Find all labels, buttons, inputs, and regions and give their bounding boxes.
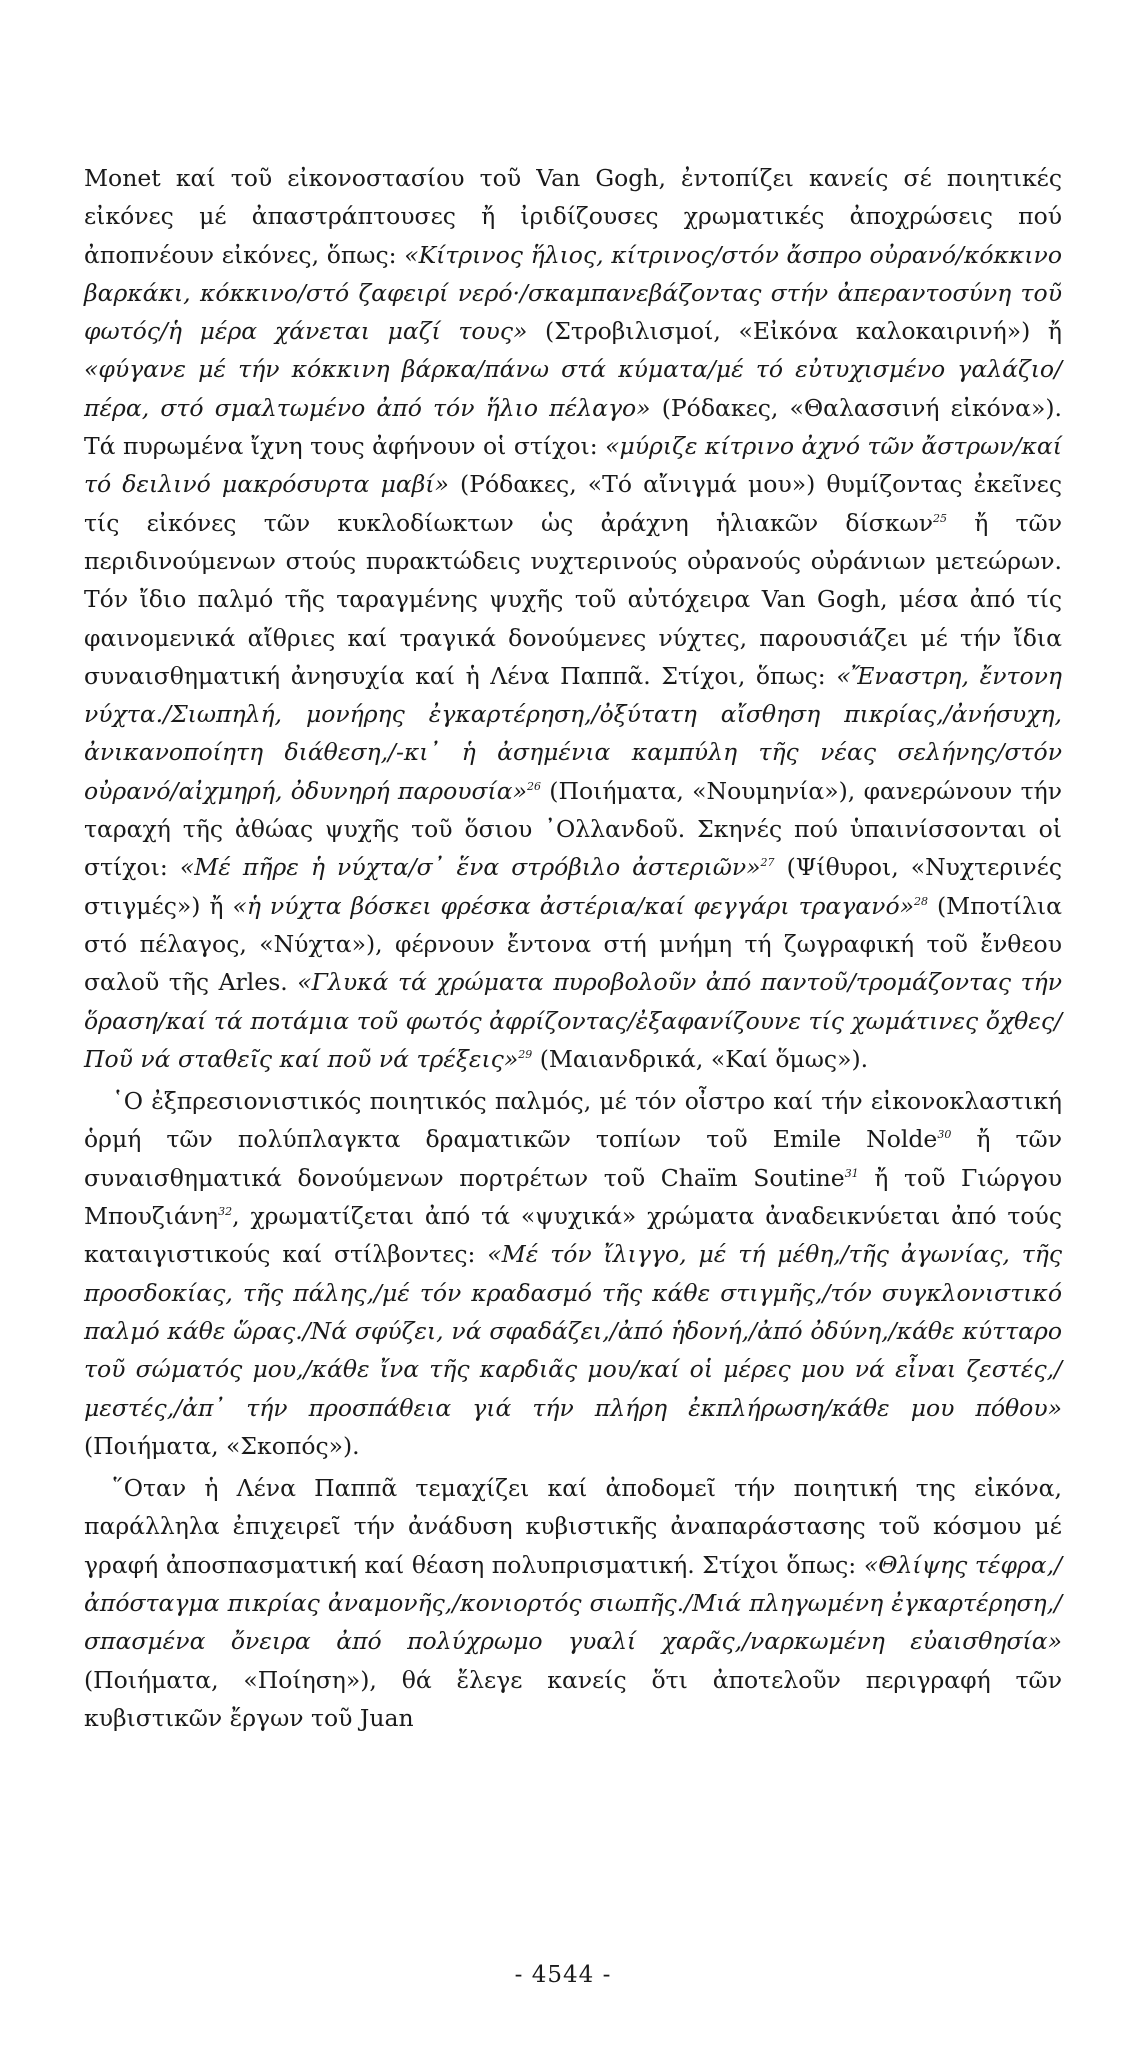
poem-quote: «Γλυκά τά χρώματα πυροβολοῦν ἀπό παντοῦ/τρομάζοντας τήν ὅραση/καί τά ποτάμια τοῦ φωτός ἀφρίζοντας/ἐξαφανίζουνε τίς χωμάτινες ὄχθες/Ποῦ νά σταθεῖς καί ποῦ νά τρέξεις» (84, 968, 1062, 1073)
poem-quote: «Ἔναστρη, ἔντονη νύχτα./Σιωπηλή, μονήρης ἐγκαρτέρηση,/ὀξύτατη αἴσθηση πικρίας,/ἀνήσυχη, ἀνικανοποίητη διάθεση,/-κι᾿ ἡ ἀσημένια καμπύλη τῆς νέας σελήνης/στόν οὐρανό/αἰχμηρή, ὀδυνηρή παρουσία» (84, 661, 1062, 805)
footnote-ref: 26 (527, 779, 541, 793)
poem-quote: «μύριζε κίτρινο ἀχνό τῶν ἄστρων/καί τό δειλινό μακρόσυρτα μαβί» (84, 432, 1062, 499)
text-run: ῾Ο ἐξπρεσιονιστικός ποιητικός παλμός, μέ τόν οἶστρο καί τήν εἰκονοκλαστική ὁρμή τῶν πολύπλαγκτα δραματικῶν τοπίων τοῦ Emile Nolde (84, 1087, 1062, 1154)
text-run: ἤ τοῦ Γιώργου Μπουζιάνη (84, 1163, 1062, 1231)
text-run: (Ποιήματα, «Ποίηση»), θά ἔλεγε κανείς ὅτι ἀποτελοῦν περιγραφή τῶν κυβιστικῶν ἔργων τοῦ Juan (84, 1665, 1062, 1732)
text-run: (Στροβιλισμοί, «Εἰκόνα καλοκαιρινή») ἤ (527, 317, 1062, 346)
text-run: (Ποιήματα, «Σκοπός»). (84, 1431, 360, 1460)
footnote-ref: 30 (937, 1128, 952, 1142)
body-text (84, 159, 1062, 1737)
text-run: Monet καί τοῦ εἰκονοστασίου τοῦ Van Gogh, ἐντοπίζει κανείς σέ ποιητικές εἰκόνες μέ ἀπαστράπτουσες ἤ ἰριδίζουσες χρωματικές ἀποχρώσεις πού ἀποπνέουν εἰκόνες, ὅπως: (84, 164, 1062, 269)
paragraph (84, 159, 1062, 1078)
text-run: (Ψίθυροι, «Νυχτερινές στιγμές») ἤ (84, 853, 1062, 920)
page-number: - 4544 - (514, 1962, 612, 1988)
footnote-ref: 29 (518, 1047, 533, 1061)
poem-quote: «ἡ νύχτα βόσκει φρέσκα ἀστέρια/καί φεγγάρι τραγανό» (232, 891, 914, 920)
text-run: (Μαιανδρικά, «Καί ὅμως»). (532, 1044, 869, 1073)
poem-quote: «Θλίψης τέφρα,/ἀπόσταγμα πικρίας ἀναμονῆς,/κονιορτός σιωπῆς./Μιά πληγωμένη ἐγκαρτέρηση,/σπασμένα ὄνειρα ἀπό πολύχρωμο γυαλί χαρᾶς,/ναρκωμένη εὐαισθησία» (84, 1550, 1062, 1656)
poem-quote: «Κίτρινος ἥλιος, κίτρινος/στόν ἄσπρο οὐρανό/κόκκινο βαρκάκι, κόκκινο/στό ζαφειρί νερό·/σκαμπανεβάζοντας στήν ἀπεραντοσύνη τοῦ φωτός/ἡ μέρα χάνεται μαζί τους» (84, 240, 1062, 346)
paragraph (84, 1082, 1062, 1465)
paragraph (84, 1469, 1062, 1737)
footnote-ref: 32 (218, 1205, 233, 1219)
footnote-ref: 25 (932, 511, 947, 525)
text-run: (Μποτίλια στό πέλαγος, «Νύχτα»), φέρνουν ἔντονα στή μνήμη τή ζωγραφική τοῦ ἔνθεου σαλοῦ τῆς Arles. (84, 891, 1062, 997)
text-run: ῞Οταν ἡ Λένα Παππᾶ τεμαχίζει καί ἀποδομεῖ τήν ποιητική της εἰκόνα, παράλληλα ἐπιχειρεῖ τήν ἀνάδυση κυβιστικῆς ἀναπαράστασης τοῦ κόσμου μέ γραφή ἀποσπασματική καί θέαση πολυπρισματική. Στίχοι ὅπως: (84, 1474, 1062, 1579)
text-run: ἤ τῶν περιδινούμενων στούς πυρακτώδεις νυχτερινούς οὐρανούς οὐράνιων μετεώρων. Τόν ἴδιο παλμό τῆς ταραγμένης ψυχῆς τοῦ αὐτόχειρα Van Gogh, μέσα ἀπό τίς φαινομενικά αἴθριες καί τραγικά δονούμενες νύχτες, παρουσιάζει μέ τήν ἴδια συναισθηματική ἀνησυχία καί ἡ Λένα Παππᾶ. Στίχοι, ὅπως: (84, 508, 1063, 690)
text-run: ἤ τῶν συναισθηματικά δονούμενων πορτρέτων τοῦ Chaïm Soutine (84, 1125, 1062, 1192)
footnote-ref: 31 (844, 1166, 859, 1180)
poem-quote: «φύγανε μέ τήν κόκκινη βάρκα/πάνω στά κύματα/μέ τό εὐτυχισμένο γαλάζιο/πέρα, στό σμαλτωμένο ἀπό τόν ἥλιο πέλαγο» (84, 355, 1062, 422)
footnote-ref: 27 (760, 856, 775, 870)
text-run: (Ρόδακες, «Τό αἴνιγμά μου») θυμίζοντας ἐκεῖνες τίς εἰκόνες τῶν κυκλοδίωκτων ὡς ἀράχνη ἡλιακῶν δίσκων (84, 470, 1062, 537)
text-run: , χρωματίζεται ἀπό τά «ψυχικά» χρώματα ἀναδεικνύεται ἀπό τούς καταιγιστικούς καί στίλβοντες: (84, 1202, 1062, 1269)
text-run: (Ρόδακες, «Θαλασσινή εἰκόνα»). Τά πυρωμένα ἴχνη τους ἀφήνουν οἱ στίχοι: (84, 393, 1062, 461)
poem-quote: «Μέ πῆρε ἡ νύχτα/σ᾿ ἕνα στρόβιλο ἀστεριῶν» (179, 853, 761, 882)
footnote-ref: 28 (913, 894, 928, 908)
poem-quote: «Μέ τόν ἴλιγγο, μέ τή μέθη,/τῆς ἀγωνίας, τῆς προσδοκίας, τῆς πάλης,/μέ τόν κραδασμό τῆς κάθε στιγμῆς,/τόν συγκλονιστικό παλμό κάθε ὥρας./Νά σφύζει, νά σφαδάζει,/ἀπό ἡδονή,/ἀπό ὀδύνη,/κάθε κύτταρο τοῦ σώματός μου,/κάθε ἴνα τῆς καρδιᾶς μου/καί οἱ μέρες μου νά εἶναι ζεστές,/μεστές,/ἀπ᾿ τήν προσπάθεια γιά τήν πλήρη ἐκπλήρωση/κάθε μου πόθου» (84, 1240, 1063, 1422)
text-run: (Ποιήματα, «Νουμηνία»), φανερώνουν τήν ταραχή τῆς ἀθώας ψυχῆς τοῦ ὅσιου ᾿Ολλανδοῦ. Σκηνές πού ὑπαινίσσονται οἱ στίχοι: (84, 776, 1062, 882)
